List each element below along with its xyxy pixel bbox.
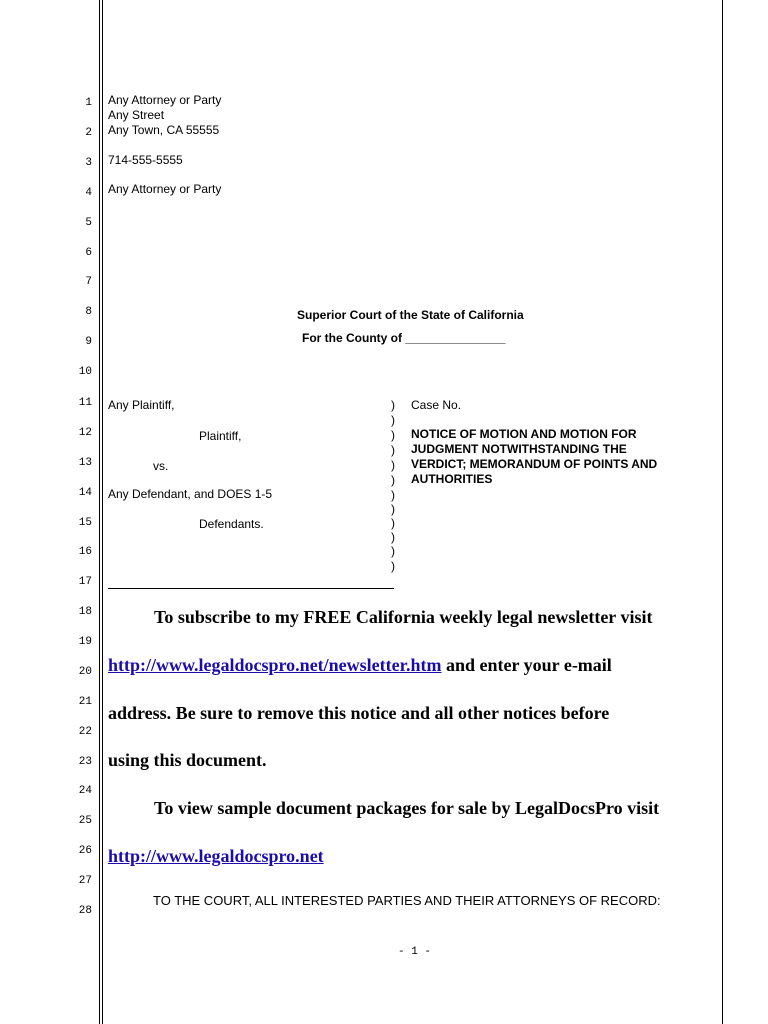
attorney-name: Any Attorney or Party: [108, 93, 222, 107]
caption-parenthesis: ): [391, 398, 395, 412]
notice-line-rest: and enter your e-mail: [441, 655, 612, 675]
line-number: 3: [85, 157, 92, 169]
caption-parenthesis: ): [391, 413, 395, 427]
line-number: 25: [78, 815, 92, 827]
body-opening: TO THE COURT, ALL INTERESTED PARTIES AND THEIR ATTORNEYS OF RECORD:: [153, 893, 661, 908]
versus: vs.: [153, 459, 169, 473]
plaintiff-name: Any Plaintiff,: [108, 398, 175, 412]
line-number: 1: [85, 97, 92, 109]
line-number: 8: [85, 306, 92, 318]
notice-line-with-link: [108, 654, 612, 676]
line-number: 19: [78, 636, 92, 648]
document-title-line: VERDICT; MEMORANDUM OF POINTS AND: [411, 457, 658, 471]
caption-parenthesis: ): [391, 488, 395, 502]
caption-parenthesis: ): [391, 502, 395, 516]
caption-parenthesis: ): [391, 544, 395, 558]
document-title-line: JUDGMENT NOTWITHSTANDING THE: [411, 442, 627, 456]
legaldocspro-link[interactable]: http://www.legaldocspro.net: [108, 846, 324, 866]
right-margin-rule: [722, 0, 723, 1024]
document-title: [411, 427, 657, 487]
line-number: 26: [78, 845, 92, 857]
line-number: 17: [78, 576, 92, 588]
line-number: 7: [85, 276, 92, 288]
line-number: 4: [85, 187, 92, 199]
line-number: 6: [85, 247, 92, 259]
line-number: 10: [78, 366, 92, 378]
line-number: 27: [78, 875, 92, 887]
line-number: 13: [78, 457, 92, 469]
attorney-for: Any Attorney or Party: [108, 182, 222, 196]
line-number: 14: [78, 487, 92, 499]
line-number: 18: [78, 606, 92, 618]
caption-parenthesis: ): [391, 530, 395, 544]
court-name: Superior Court of the State of California: [297, 308, 524, 322]
line-number: 2: [85, 127, 92, 139]
caption-parenthesis: ): [391, 443, 395, 457]
notice-line-with-link: [108, 845, 324, 867]
attorney-city: Any Town, CA 55555: [108, 123, 220, 137]
notice-line: using this document.: [108, 750, 267, 770]
line-number: 28: [78, 905, 92, 917]
case-number-label: Case No.: [411, 398, 462, 412]
document-title-line: AUTHORITIES: [411, 472, 493, 486]
line-number: 20: [78, 666, 92, 678]
line-number: 11: [78, 397, 92, 409]
line-number: 9: [85, 336, 92, 348]
document-title-line: NOTICE OF MOTION AND MOTION FOR: [411, 427, 637, 441]
plaintiff-role: Plaintiff,: [199, 429, 242, 443]
defendant-role: Defendants.: [199, 517, 264, 531]
left-margin-rule-inner: [102, 0, 103, 1024]
line-number: 22: [78, 726, 92, 738]
caption-parenthesis: ): [391, 428, 395, 442]
left-margin-rule-outer: [99, 0, 100, 1024]
notice-line: address. Be sure to remove this notice and all other notices before: [108, 703, 610, 723]
caption-parenthesis: ): [391, 473, 395, 487]
caption-underline: [108, 588, 394, 589]
line-number: 5: [85, 217, 92, 229]
notice-line: To subscribe to my FREE California weekly legal newsletter visit: [154, 607, 653, 627]
caption-parenthesis: ): [391, 458, 395, 472]
line-number: 16: [78, 546, 92, 558]
notice-line: To view sample document packages for sale by LegalDocsPro visit: [154, 798, 660, 818]
attorney-street: Any Street: [108, 108, 165, 122]
line-number: 15: [78, 517, 92, 529]
page-number: - 1 -: [398, 946, 432, 958]
line-number: 24: [78, 785, 92, 797]
attorney-phone: 714-555-5555: [108, 153, 183, 167]
caption-parenthesis: ): [391, 559, 395, 573]
court-county: For the County of _______________: [302, 331, 506, 345]
newsletter-link[interactable]: http://www.legaldocspro.net/newsletter.htm: [108, 655, 442, 675]
line-number: 23: [78, 756, 92, 768]
defendant-name: Any Defendant, and DOES 1-5: [108, 487, 273, 501]
line-number: 21: [78, 696, 92, 708]
caption-parenthesis: ): [391, 516, 395, 530]
line-number: 12: [78, 427, 92, 439]
